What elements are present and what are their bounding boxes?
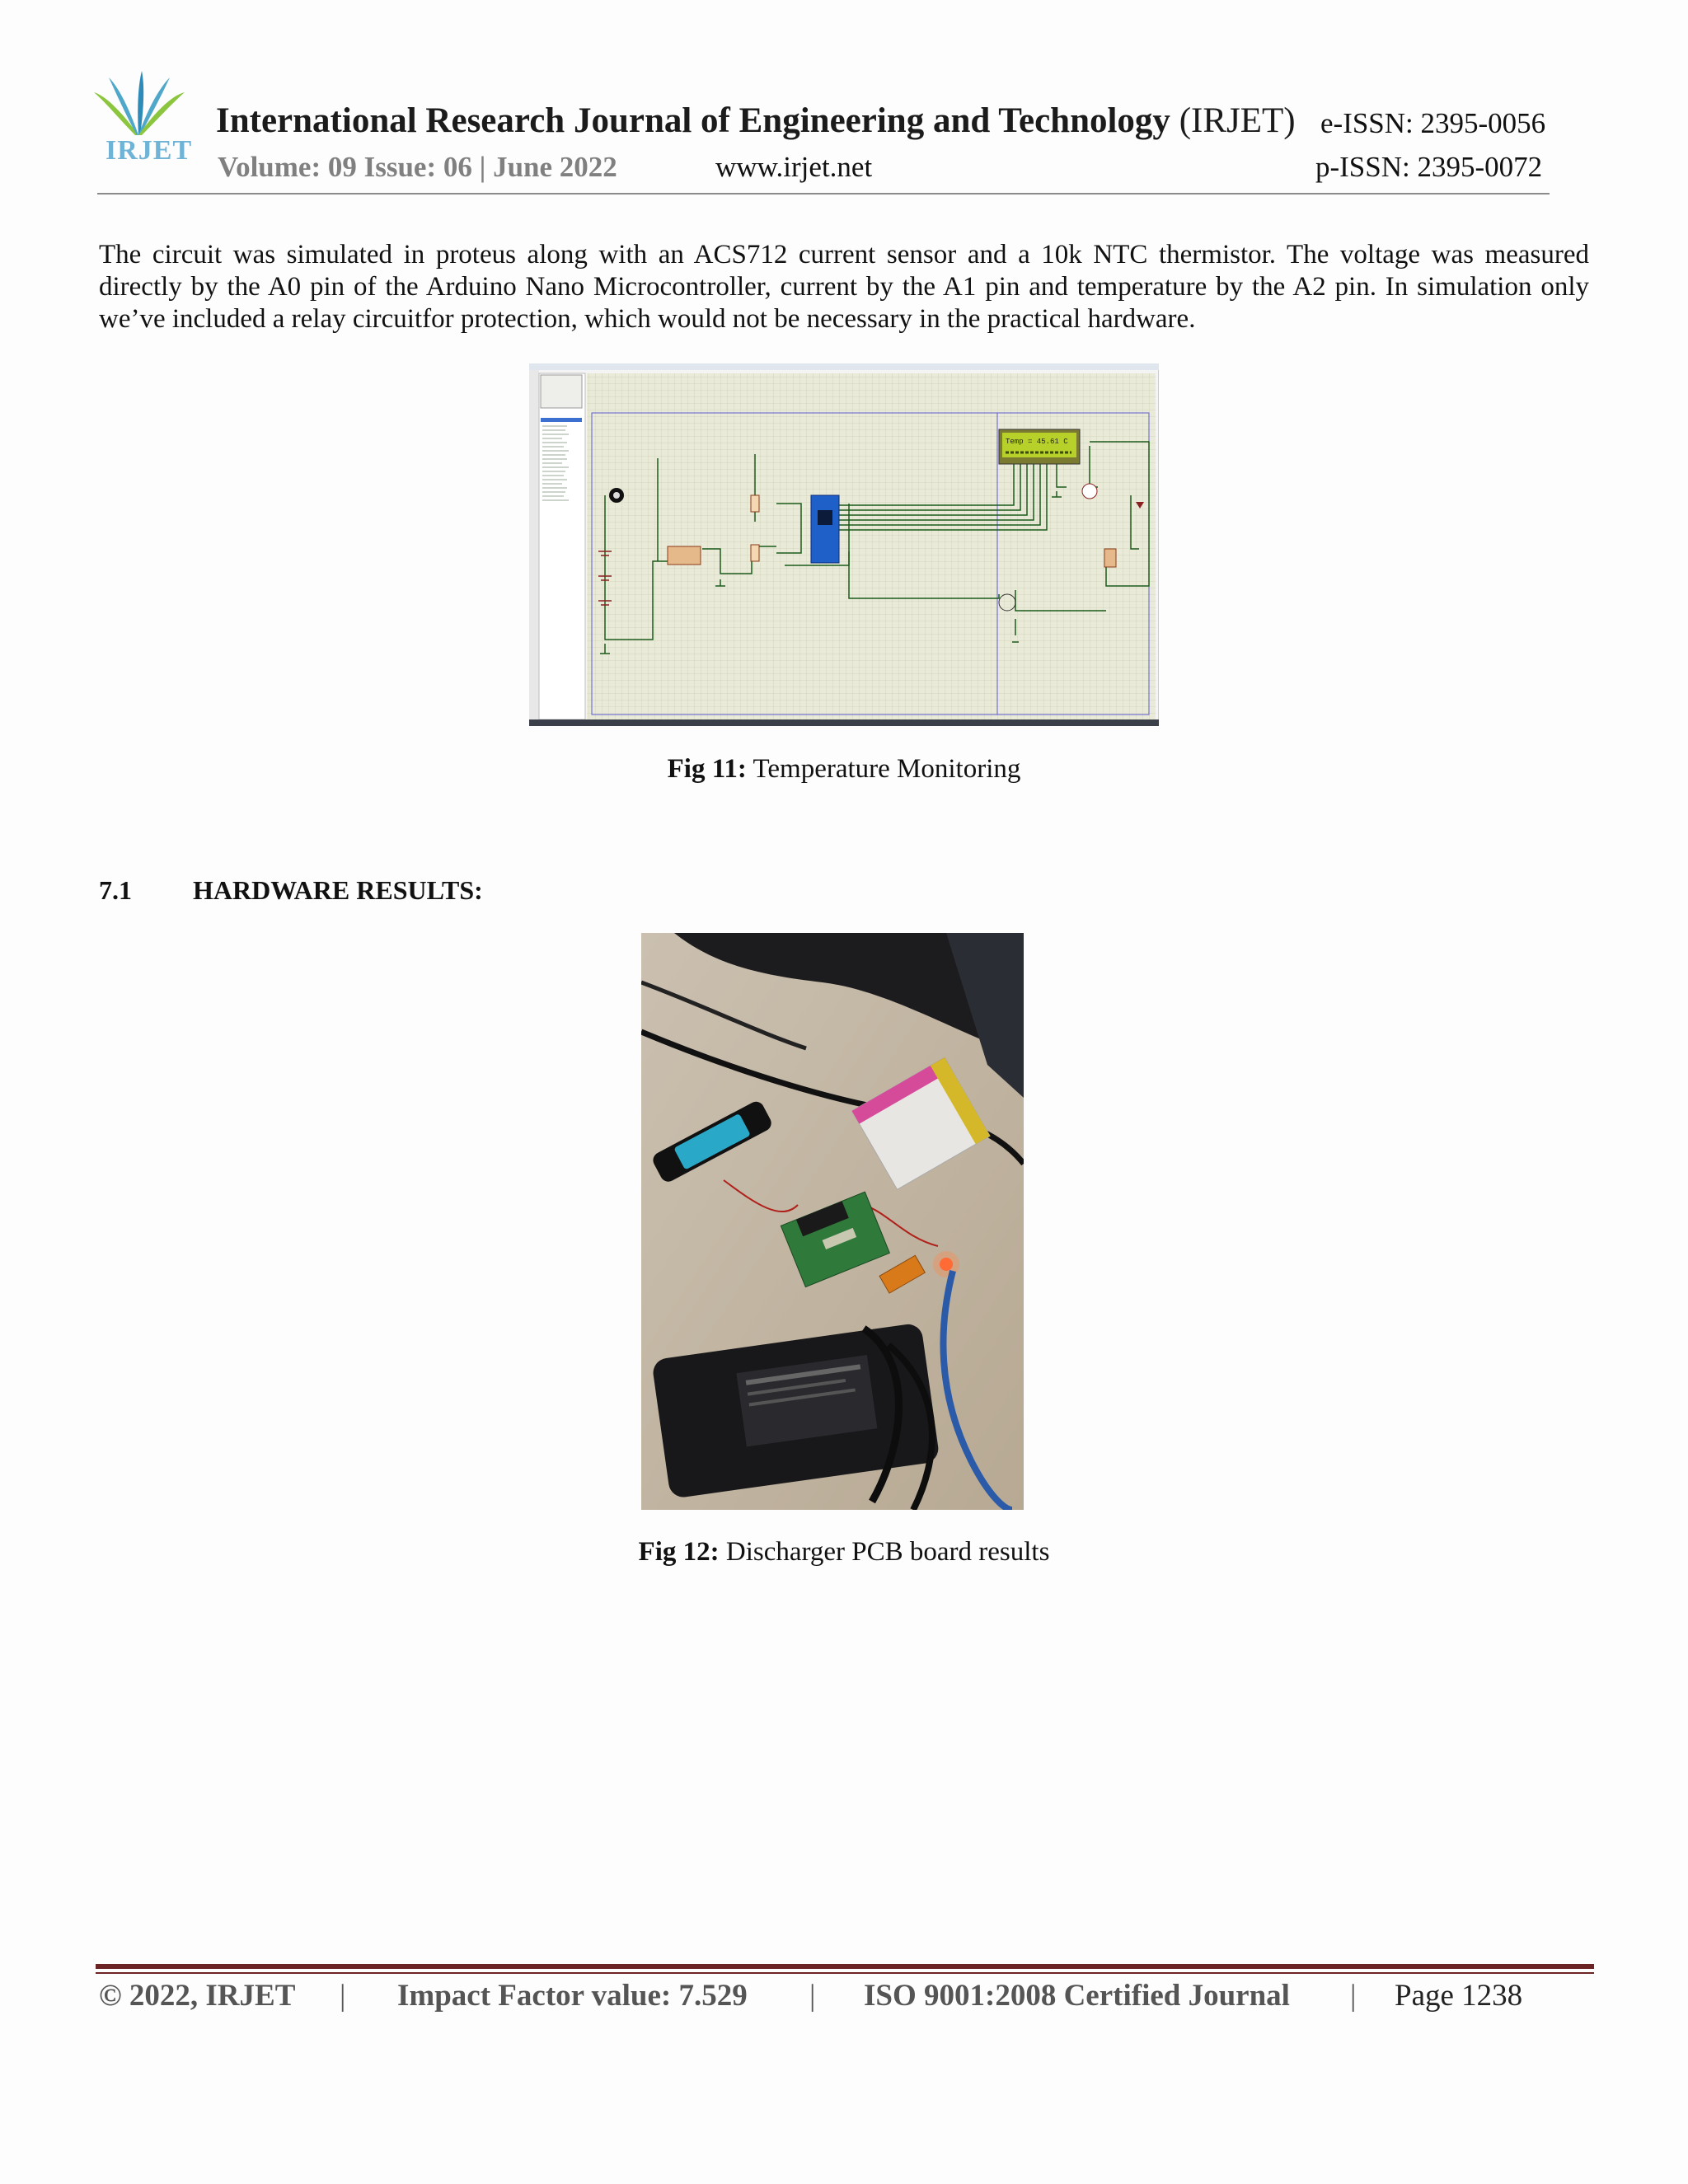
footer-separator: |	[809, 1979, 816, 2013]
journal-title	[216, 101, 1296, 141]
footer-rule-thick	[96, 1964, 1594, 1969]
eissn: e-ISSN: 2395-0056	[1320, 107, 1546, 139]
footer-separator: |	[1350, 1979, 1357, 2013]
leaf-logo-icon	[89, 71, 188, 137]
fig12-caption-text: Discharger PCB board results	[725, 1537, 1050, 1567]
fig12-hardware-photo	[641, 933, 1024, 1510]
journal-abbr: (IRJET)	[1179, 101, 1296, 140]
fig12-caption	[0, 1537, 1688, 1568]
footer-impact-factor: Impact Factor value: 7.529	[397, 1979, 748, 2013]
section-number: 7.1	[99, 875, 132, 905]
footer-rule-thin	[96, 1972, 1594, 1974]
fig11-caption	[0, 754, 1688, 785]
lcd-line1: Temp = 45.61 C	[1006, 438, 1068, 446]
section-title: HARDWARE RESULTS:	[193, 875, 483, 905]
hardware-photo-drawing	[641, 933, 1024, 1510]
fig11-label: Fig 11:	[667, 754, 747, 784]
footer-separator: |	[340, 1979, 346, 2013]
footer-page-number: Page 1238	[1395, 1979, 1523, 2013]
fig12-label: Fig 12:	[638, 1537, 720, 1567]
schematic-drawing	[529, 363, 1159, 726]
irjet-logo	[89, 71, 193, 168]
volume-issue: Volume: 09 Issue: 06 | June 2022	[218, 151, 617, 183]
journal-url[interactable]: www.irjet.net	[715, 151, 873, 183]
body-paragraph: The circuit was simulated in proteus along with an ACS712 current sensor and a 10k NTC thermistor. The voltage was measured directly by the A0 pin of the Arduino Nano Microcontroller, current by the A1 pin and temperature by the A2 pin. In simulation only we’ve included a relay circuitfor protection, which would not be necessary in the practical hardware.	[99, 240, 1589, 334]
journal-name: International Research Journal of Engineering and Technology	[216, 101, 1170, 140]
footer-iso: ISO 9001:2008 Certified Journal	[864, 1979, 1290, 2013]
pissn: p-ISSN: 2395-0072	[1315, 151, 1543, 183]
fig11-caption-text: Temperature Monitoring	[753, 754, 1021, 784]
logo-text: IRJET	[106, 135, 193, 166]
footer-copyright: © 2022, IRJET	[99, 1979, 296, 2013]
header-rule	[97, 193, 1550, 194]
fig11-schematic-image	[529, 363, 1159, 726]
